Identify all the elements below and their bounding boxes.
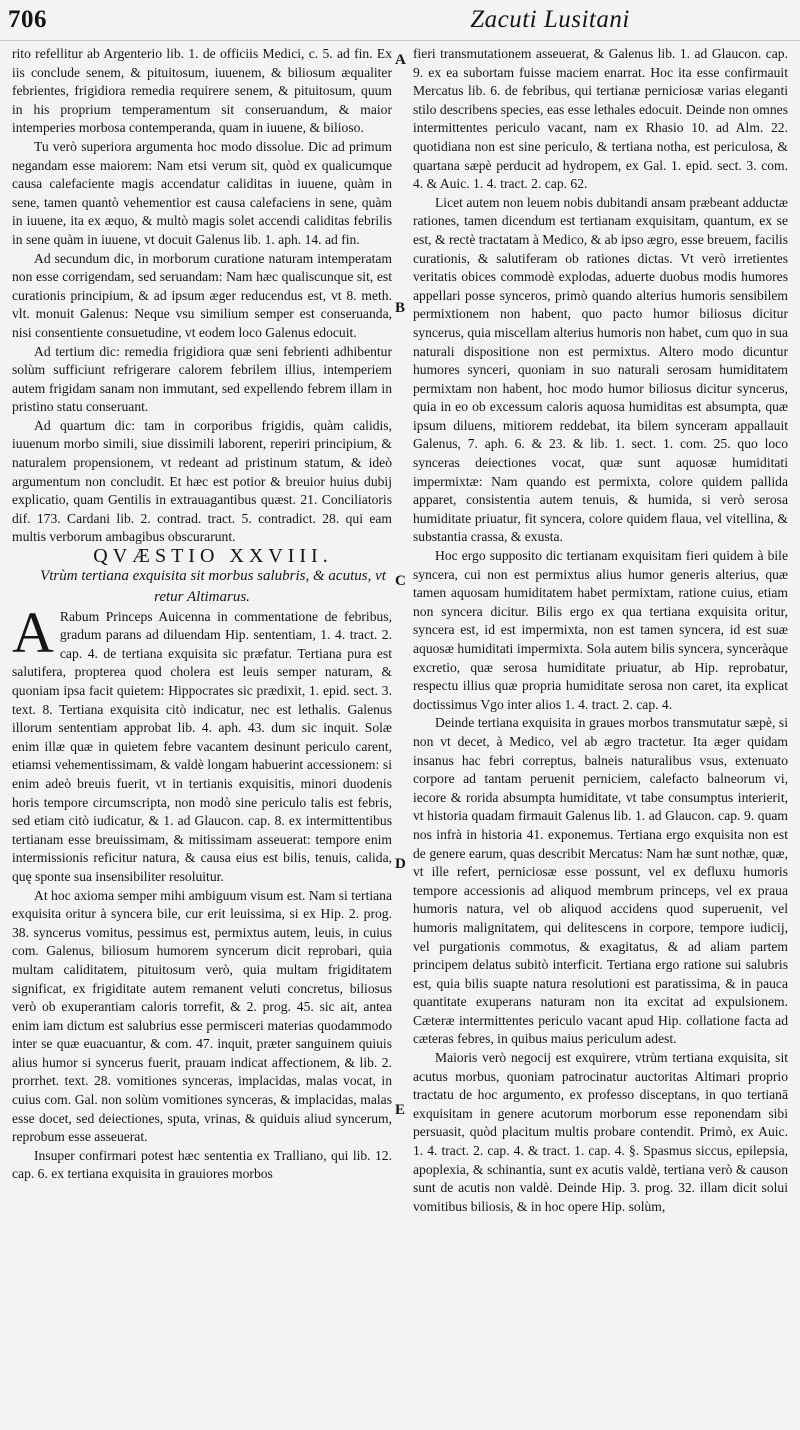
paragraph: Ad secundum dic, in morborum curatione naturam intemperatam non esse corrigendam, sed seruandam: Nam hæc qualiscunque sit, est curationis principium, & ad ipsum æger reducendus est, vt 8. meth. vlt. monuit Galenus: Neque vsu similium semper est conseruanda, nisi consentiente consuetudine, vt eodem loco Galenus edocuit. (12, 250, 392, 340)
margin-letter-e: E (395, 1102, 406, 1118)
paragraph: Insuper confirmari potest hæc sententia ex Tralliano, qui lib. 12. cap. 6. ex tertiana exquisita in grauiores morbos (12, 1147, 392, 1182)
paragraph: fieri transmutationem asseuerat, & Galenus lib. 1. ad Glaucon. cap. 9. ex ea subortam fuisse maciem enarrat. Hoc ita esse confirmauit Mercatus lib. 6. de febribus, qui tertianæ perniciosæ varias eleganti stilo describens species, eas esse lethales edocuit. Deinde non omnes intermittentes periculo vacant, nam ex Rhasio 10. ad Alm. 22. quotidiana non est sine periculo, & tertiana notha, est periculosa, & quartana sæpè perducit ad hydropem, ex Gal. 1. epid. sect. 3. com. 4. & Auic. 1. 4. tract. 2. cap. 62. (413, 46, 788, 192)
paragraph: rito refellitur ab Argenterio lib. 1. de officiis Medici, c. 5. ad fin. Ex iis conclude senem, & pituitosum, iuuenem, & biliosum æqualiter febrientes, frigidiora remedia requirere senem, & pituitosum, quum in his proprium temperamentum sit conseruandum, & maior intemperies morbosa contemperanda, quam in iuuene, & bilioso. (12, 46, 392, 136)
paragraph: Deinde tertiana exquisita in graues morbos transmutatur sæpè, si non vt decet, à Medico, vel ab ægro tractetur. Ita æger quidam insanus hac febri correptus, balneis naturalibus vsus, extenuato corpore ad tantam peruenit perniciem, calefacto balneorum vi, iecore & rorida absumpta humiditate, vt tabe consumptus interierit, vt historia quadam firmauit Galenus lib. 1. ad Glaucon. cap. 9. quam nos infrà in historia 41. exponemus. Tertiana ergo exquisita non est de genere earum, quas describit Mercatus: Nam hæ sunt nothæ, quæ, vt ille refert, perniciosæ esse possunt, vel ex defluxu humoris tempore accessionis ad aliquod membrum princeps, vel ex praua humoris natura, vel ob aliquod accidens quod superuenit, vel humoris malignitatem, qui delitescens in corpore, tempore iudicij, vel purgationis commotus, & exagitatus, & ad aliam partem principem delatus subitò interficit. Tertiana ergo ratione sui salubris est, quia bilis suapte natura resolutioni est paratissima, & in pauca quantitate exuperans naturam non ita excitat ad expulsionem. Cæteræ intermittentes periculo vacant apud Hip. collatione facta ad cæteras febres, in quibus maius periculum adest. (413, 715, 788, 1047)
paragraph: Licet autem non leuem nobis dubitandi ansam præbeant adductæ rationes, tamen dicendum est tertianam exquisitam, quantum, ex se est, & rectè tractatam à Medico, & ab ipso ægro, esse breuem, facilis curationis, & salutiferam ob rationes dictas. Vt verò irretientes veritatis obices commodè explodas, aduerte duobus modis humores appellari posse synceros, primò quando alterius humoris sensibilem permixtionem non habent, quo pacto humor biliosus dicitur syncerus, quia miscellam alterius humoris non habet, cum quo in sua naturali dispositione non est permixtus. Altero modo dicuntur humores synceri, quoniam in suo naturali serosam humiditatem permixtam non habent, hoc modo humor biliosus dicitur syncerus, quia in eo ob excessum caloris aquosa humiditas est absumpta, quæ ipsum diluens, mitiorem reddebat, ita bilem synceram appallauit Galenus, 7. aph. 6. & 23. & lib. 1. sect. 1. com. 25. quo loco synceras deiectiones vocat, quæ sunt aquosæ humiditati impermixtæ: Nam quando est permixta, colore quidem pallida apparet, consistentia autem tenuis, & humida, si verò serosa humiditate priuatur, fit syncera, colore quidem flaua, vel vitellina, & substantia crassa, & exusta. (413, 194, 788, 545)
paragraph (12, 599, 392, 887)
paragraph: At hoc axioma semper mihi ambiguum visum est. Nam si tertiana exquisita oritur à syncera bile, cur erit leuissima, si ex Hip. 2. prog. 38. syncerus vomitus, pessimus est, permixtus autem, leuis, in cuius com. Galenus, biliosum humorem syncerum dicit reprobari, quia multam caliditatem, pituitosum verò, quia multam frigiditatem significat, ex frigiditate autem remanent veluti concretus, biliosus verò ob exuperantiam caloris torrefit, & 2. prog. 45. sic ait, antea enim iam dictum est salubrius esse permisceri materias quodammodo inter se quæ euacuantur, & com. 47. inquit, præter sanguinem quiuis alius humor si syncerus fuerit, prauam indicat affectionem, & lib. 2. prorrhet. text. 28. vomitiones synceras, implacidas, malas vocat, in cuius com. Gal. non solùm vomitiones synceras, & implacidas, malas esse docet, sed deiectiones, sputa, vrinas, & quiduis aliud syncerum, reprobum esse asseuerat. (12, 887, 392, 1145)
paragraph-text: Rabum Princeps Auicenna in commentatione de febribus, gradum parans ad diluendam Hip. sententiam, 1. 4. tract. 2. cap. 4. de tertiana exquisita sic præfatur. Tertiana pura est salutifera, propterea quod cholera est leuis semper naturam, & quoniam ipsa facit quietem: Hippocrates sic prædixit, 1. epid. sect. 3. text. 8. Tertiana exquisita citò indicatur, nec est lethalis. Galenus illorum sententiam approbat lib. 4. aph. 43. dum sic inquit. Solæ enim illæ quæ in quietem febre vacantem desinunt periculo carent, etiamsi vehementissimam, & valdè longam habuerint accessionem: si enim adeò breuis fuerit, vt in tertianis exquisitis, minori duodenis horis tempore circumscripta, non modò sine periculo talis est febris, sed etiam citò iudicatur, & 1. ad Glaucon. cap. 8. ex intermittentibus tertianam esse breuissimam, & mitissimam asseuerat: tempore enim intermissionis reficitur natura, & causa eius est bilis, tenuis, calida, quę sponte sua insensibiliter resoluitur. (12, 608, 392, 884)
drop-cap: A (12, 599, 54, 665)
margin-letter-a: A (395, 52, 406, 68)
paragraph: Maioris verò negocij est exquirere, vtrùm tertiana exquisita, sit acutus morbus, quoniam patrocinatur auctoritas Altimari proprio tractatu de hoc argumento, ex professo disceptans, in quo tertianā exquisitam in genere acutorum morborum esse reponendam sibi persuasit, quòd placitum multis probare contendit. Primò, ex Auic. 1. 4. tract. 2. cap. 4. & tract. 1. cap. 4. §. Spasmus siccus, epilepsia, apoplexia, & schinantia, sunt ex acutis valdè, tertiana verò & causon sunt de acutis non valdè. Deinde Hip. 3. prog. 32. illam dicit solui vomitibus biliosis, & in hoc opere Hip. solùm, (413, 1050, 788, 1214)
margin-letter-d: D (395, 856, 406, 872)
question-heading: QVÆSTIO XXVIII. (93, 545, 333, 568)
margin-letter-c: C (395, 573, 406, 589)
header-rule (0, 40, 800, 41)
paragraph: Ad quartum dic: tam in corporibus frigidis, quàm calidis, iuuenum morbo simili, siue dissimili laborent, reperiri principium, & naturalem propensionem, vt redeant ad pristinum statum, & ideò argumentum non concludit. Et hæc est potior & breuior huius dubij explicatio, quam Gentilis in extrauagantibus quæst. 21. Conciliatoris dif. 173. Cardani lib. 2. contrad. tract. 5. contradict. 28. qui eam multis verborum ambagibus obscurarunt. (12, 417, 392, 545)
page-header (0, 0, 800, 40)
question-title: Vtrùm tertiana exquisita sit morbus salubris, & acutus, vt retur Altimarus. (40, 567, 386, 605)
running-head: Zacuti Lusitani (470, 6, 630, 33)
paragraph: Ad tertium dic: remedia frigidiora quæ seni febrienti adhibentur solùm sufficiunt refrigerare calorem febrilem illius, intemperiem autem frigidam sanam non immutant, sed expellendo febrem illam in pristino statu conseruant. (12, 343, 392, 415)
left-column (12, 45, 392, 1425)
paragraph: Hoc ergo supposito dic tertianam exquisitam fieri quidem à bile syncera, cui non est permixtus alius humor generis alterius, quæ tamen aquosam humiditatem habet permixtam, ratione cuius, etiam non syncera dicitur. Bilis ergo ex qua tertiana exquisita oritur, syncera est, id est impermixta, non est tamen syncera, id est suæ aquosæ humiditati impermixta. Sola autem bilis syncera, synceràque excretio, quæ serosa humiditate priuatur, ab Hip. reprobatur, respectu illius quæ propria humiditate serosa non caret, ita explicat doctissimus Vgo inter alios 1. 4. tract. 2. cap. 4. (413, 548, 788, 712)
margin-letter-b: B (395, 300, 406, 316)
page-number: 706 (8, 6, 47, 33)
right-column (413, 45, 788, 1425)
paragraph: Tu verò superiora argumenta hoc modo dissolue. Dic ad primum negandam esse maiorem: Nam etsi verum sit, quòd ex qualicumque causa calefaciente magis accendatur caliditas in iuuene, quàm in sene, tamen quantò vehementior est causa calefaciens in sene, quàm in iuuene, ita ex æquo, & multò magis solet accendi caliditas febrilis in sene quàm in iuuene, vt docuit Galenus lib. 1. aph. 14. ad fin. (12, 138, 392, 247)
